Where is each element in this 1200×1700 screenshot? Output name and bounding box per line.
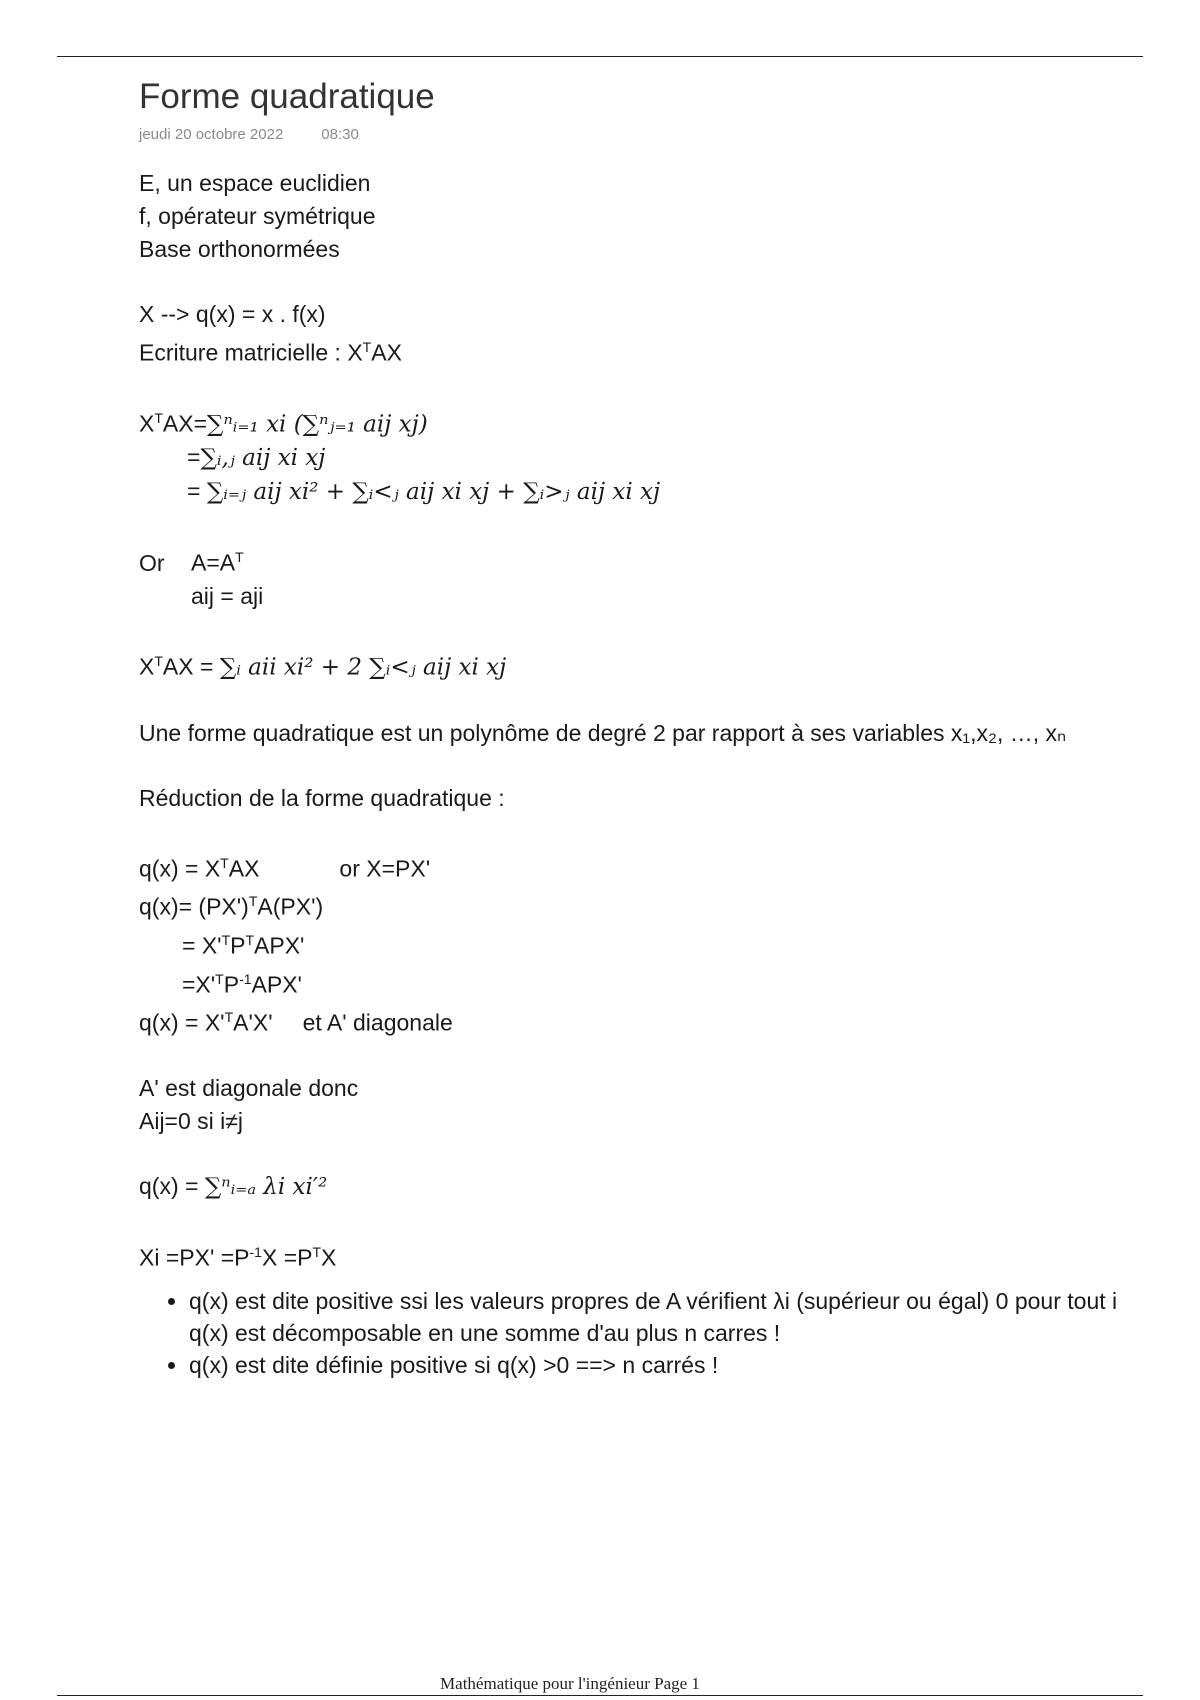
reduction-line-3: = $X'^TP^TAPX'$ (182, 931, 305, 959)
page-date: jeudi 20 octobre 2022 (139, 126, 284, 143)
map-line: X --> q(x) = x . f(x) (139, 301, 326, 327)
reduction-line-2: $q(x)= (PX')^TA(PX')$ (139, 893, 324, 920)
intro-line: Base orthonormées (139, 236, 340, 262)
reduction-heading: Réduction de la forme quadratique : (139, 784, 505, 811)
list-item: • q(x) est dite positive ssi les valeurs propres de A vérifient λi (supérieur ou égal) 0 pour tout i q(x) est décomposable en une somme d'au plus n carres ! (189, 1285, 1179, 1349)
sum-expansion-line-3: = ∑ᵢ₌ⱼ aij xi² + ∑ᵢ<ⱼ aij xi xj + ∑ᵢ>ⱼ aij xi xj (187, 478, 661, 506)
matrix-line: Ecriture matricielle : $X^TAX$ (139, 339, 402, 366)
page-title: Forme quadratique (139, 77, 435, 116)
page-meta (139, 126, 1179, 143)
page-content (139, 72, 1179, 1381)
properties-list (139, 1285, 1179, 1381)
intro-line: f, opérateur symétrique (139, 203, 376, 229)
page-time: 08:30 (321, 126, 359, 143)
list-item: • q(x) est dite définie positive si q(x) >0 ==> n carrés ! (189, 1349, 1179, 1381)
reduction-line-5: $q(x) = X'^TA'X'$ et A' diagonale (139, 1009, 453, 1036)
qx-sum-line: q(x) = ∑ⁿᵢ₌ₐ λi xi′² (139, 1172, 328, 1200)
intro-line: E, un espace euclidien (139, 170, 371, 196)
diagonal-line-2: Aij=0 si i≠j (139, 1107, 244, 1134)
diagonal-line-1: A' est diagonale donc (139, 1074, 359, 1101)
reduction-line-1: $q(x) = X^TAX$ or X=PX' (139, 854, 431, 882)
top-rule (57, 56, 1143, 57)
page-footer: Mathématique pour l'ingénieur Page 1 (440, 1674, 700, 1693)
symmetry-line-1: Or $A=A^T$ (139, 549, 244, 576)
reduced-sum-line: $X^TAX$ = ∑ᵢ aii xi² + 2 ∑ᵢ<ⱼ aij xi xj (139, 652, 507, 681)
reduction-line-4: $=X'^TP^{-1}APX'$ (182, 970, 302, 998)
definition-line: Une forme quadratique est un polynôme de degré 2 par rapport à ses variables x₁,x₂, …, xₙ (139, 719, 1067, 746)
bottom-rule (57, 1695, 1143, 1696)
sum-expansion-line-1: $X^TAX=\sum^nᵢ_{=1}$ xi (∑ⁿⱼ₌₁ aij xj) (139, 409, 428, 438)
symmetry-line-2: aij = aji (191, 582, 264, 609)
sum-expansion-line-2: =∑ᵢ,ⱼ aij xi xj (187, 444, 326, 472)
xi-line: $Xi =PX' =P^{-1}X =P^TX$ (139, 1243, 337, 1271)
